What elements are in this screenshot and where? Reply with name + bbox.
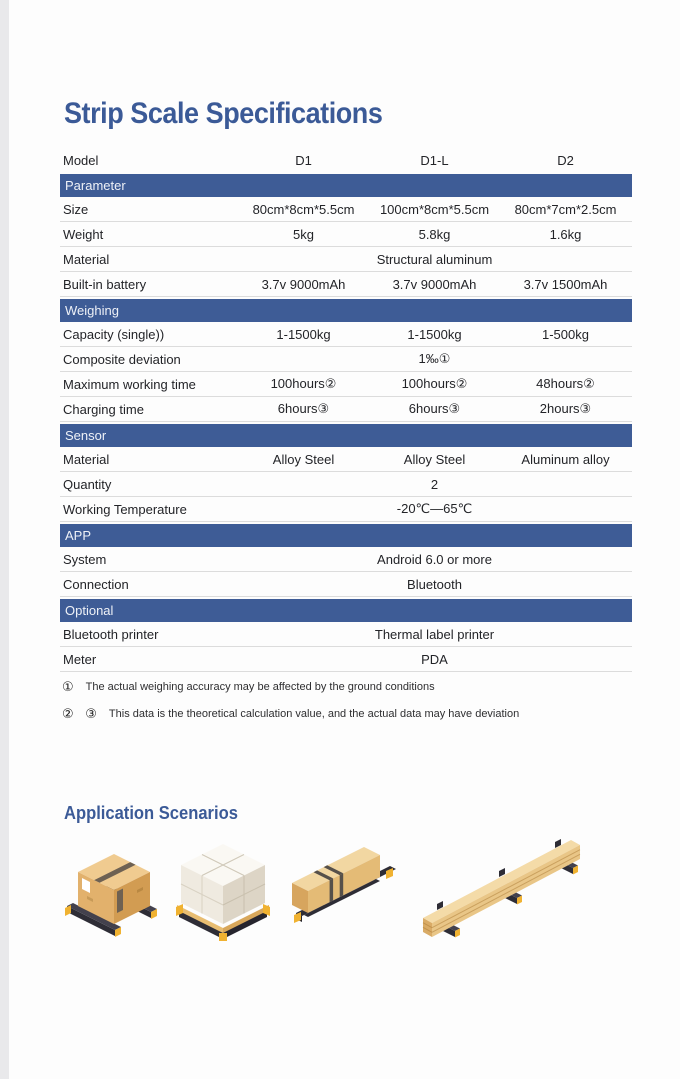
row-label: Weight — [63, 226, 104, 242]
cell-value: 80cm*7cm*2.5cm — [514, 201, 617, 217]
column-header-d1l: D1-L — [420, 152, 449, 168]
cell-value: Aluminum alloy — [521, 451, 610, 467]
row-label: Built-in battery — [63, 276, 147, 292]
table-row-sensor-material — [60, 447, 632, 472]
carton-on-strip-scales-icon — [57, 848, 172, 944]
footnotes — [62, 679, 519, 733]
table-row-system — [60, 547, 632, 572]
cell-value-span: 1‰① — [418, 351, 451, 366]
circled-number-icon: ① — [62, 679, 78, 694]
table-row-meter — [60, 647, 632, 672]
table-row-composite-deviation — [60, 347, 632, 372]
row-label: Bluetooth printer — [63, 626, 159, 642]
section-header-optional: Optional — [60, 599, 632, 622]
cell-value: 100cm*8cm*5.5cm — [379, 201, 490, 217]
column-header-d2: D2 — [557, 152, 574, 168]
table-row-material — [60, 247, 632, 272]
palletized-boxes-icon — [168, 838, 278, 946]
column-header-d1: D1 — [295, 152, 312, 168]
row-label: Quantity — [63, 476, 112, 492]
section-header-sensor: Sensor — [60, 424, 632, 447]
cell-value: 6hours③ — [277, 401, 330, 416]
table-row-max-working-time — [60, 372, 632, 397]
footnote-2 — [62, 706, 519, 722]
footnote-text: The actual weighing accuracy may be affected by the ground conditions — [85, 681, 435, 693]
row-label: Model — [63, 152, 99, 168]
row-label: Material — [63, 451, 110, 467]
row-label: Capacity (single)) — [63, 326, 165, 342]
spec-table — [60, 148, 632, 672]
cell-value: Alloy Steel — [272, 451, 335, 467]
table-row-charging-time — [60, 397, 632, 422]
cell-value-span: 2 — [430, 476, 439, 492]
cell-value: 6hours③ — [408, 401, 461, 416]
row-label: Working Temperature — [63, 501, 187, 517]
cell-value: 80cm*8cm*5.5cm — [252, 201, 355, 217]
palletized-boxes-illustration — [168, 838, 278, 946]
strapped-crate-icon — [282, 843, 402, 943]
table-row-model — [60, 148, 632, 172]
cell-value: 5.8kg — [418, 226, 451, 242]
footnote-1 — [62, 679, 519, 695]
cell-value: 1-500kg — [542, 326, 589, 342]
section-header-weighing: Weighing — [60, 299, 632, 322]
cell-value: 2hours③ — [539, 401, 592, 416]
table-row-connection — [60, 572, 632, 597]
table-row-bluetooth-printer — [60, 622, 632, 647]
row-label: Connection — [63, 576, 129, 592]
cell-value-span: Structural aluminum — [376, 251, 493, 267]
cell-value: 1-1500kg — [407, 326, 462, 342]
timber-beams-icon — [413, 836, 598, 946]
cell-value: 5kg — [293, 226, 314, 242]
strapped-crate-illustration — [282, 843, 402, 943]
carton-on-strip-scales-illustration — [57, 848, 172, 944]
footnote-text: This data is the theoretical calculation value, and the actual data may have deviation — [108, 708, 520, 720]
cell-value-span: PDA — [421, 651, 448, 667]
cell-value: 48hours② — [536, 376, 595, 391]
table-row-size — [60, 197, 632, 222]
scenarios-title: Application Scenarios — [64, 803, 238, 823]
cell-value-span: Bluetooth — [407, 576, 462, 592]
cell-value: 100hours② — [270, 376, 337, 391]
page-title: Strip Scale Specifications — [64, 97, 383, 130]
cell-value: 3.7v 9000mAh — [261, 276, 346, 292]
cell-value: 1-1500kg — [276, 326, 331, 342]
table-row-battery — [60, 272, 632, 297]
cell-value: 100hours② — [401, 376, 468, 391]
cell-value: 3.7v 1500mAh — [523, 276, 608, 292]
cell-value-span: Thermal label printer — [374, 626, 495, 642]
row-label: Composite deviation — [63, 351, 181, 367]
table-row-capacity — [60, 322, 632, 347]
section-header-app: APP — [60, 524, 632, 547]
circled-number-icon: ② ③ — [62, 706, 101, 721]
table-row-weight — [60, 222, 632, 247]
cell-value: 1.6kg — [549, 226, 582, 242]
section-header-parameter: Parameter — [60, 174, 632, 197]
row-label: Size — [63, 201, 89, 217]
page-left-edge — [0, 0, 9, 1079]
table-row-quantity — [60, 472, 632, 497]
row-label: Charging time — [63, 401, 144, 417]
row-label: Meter — [63, 651, 97, 667]
cell-value: Alloy Steel — [403, 451, 466, 467]
cell-value: 3.7v 9000mAh — [392, 276, 477, 292]
row-label: Maximum working time — [63, 376, 196, 392]
timber-beams-illustration — [413, 836, 598, 946]
cell-value-span: Android 6.0 or more — [377, 551, 492, 567]
row-label: Material — [63, 251, 110, 267]
table-row-working-temperature — [60, 497, 632, 522]
cell-value-span: -20℃—65℃ — [396, 501, 473, 516]
row-label: System — [63, 551, 107, 567]
